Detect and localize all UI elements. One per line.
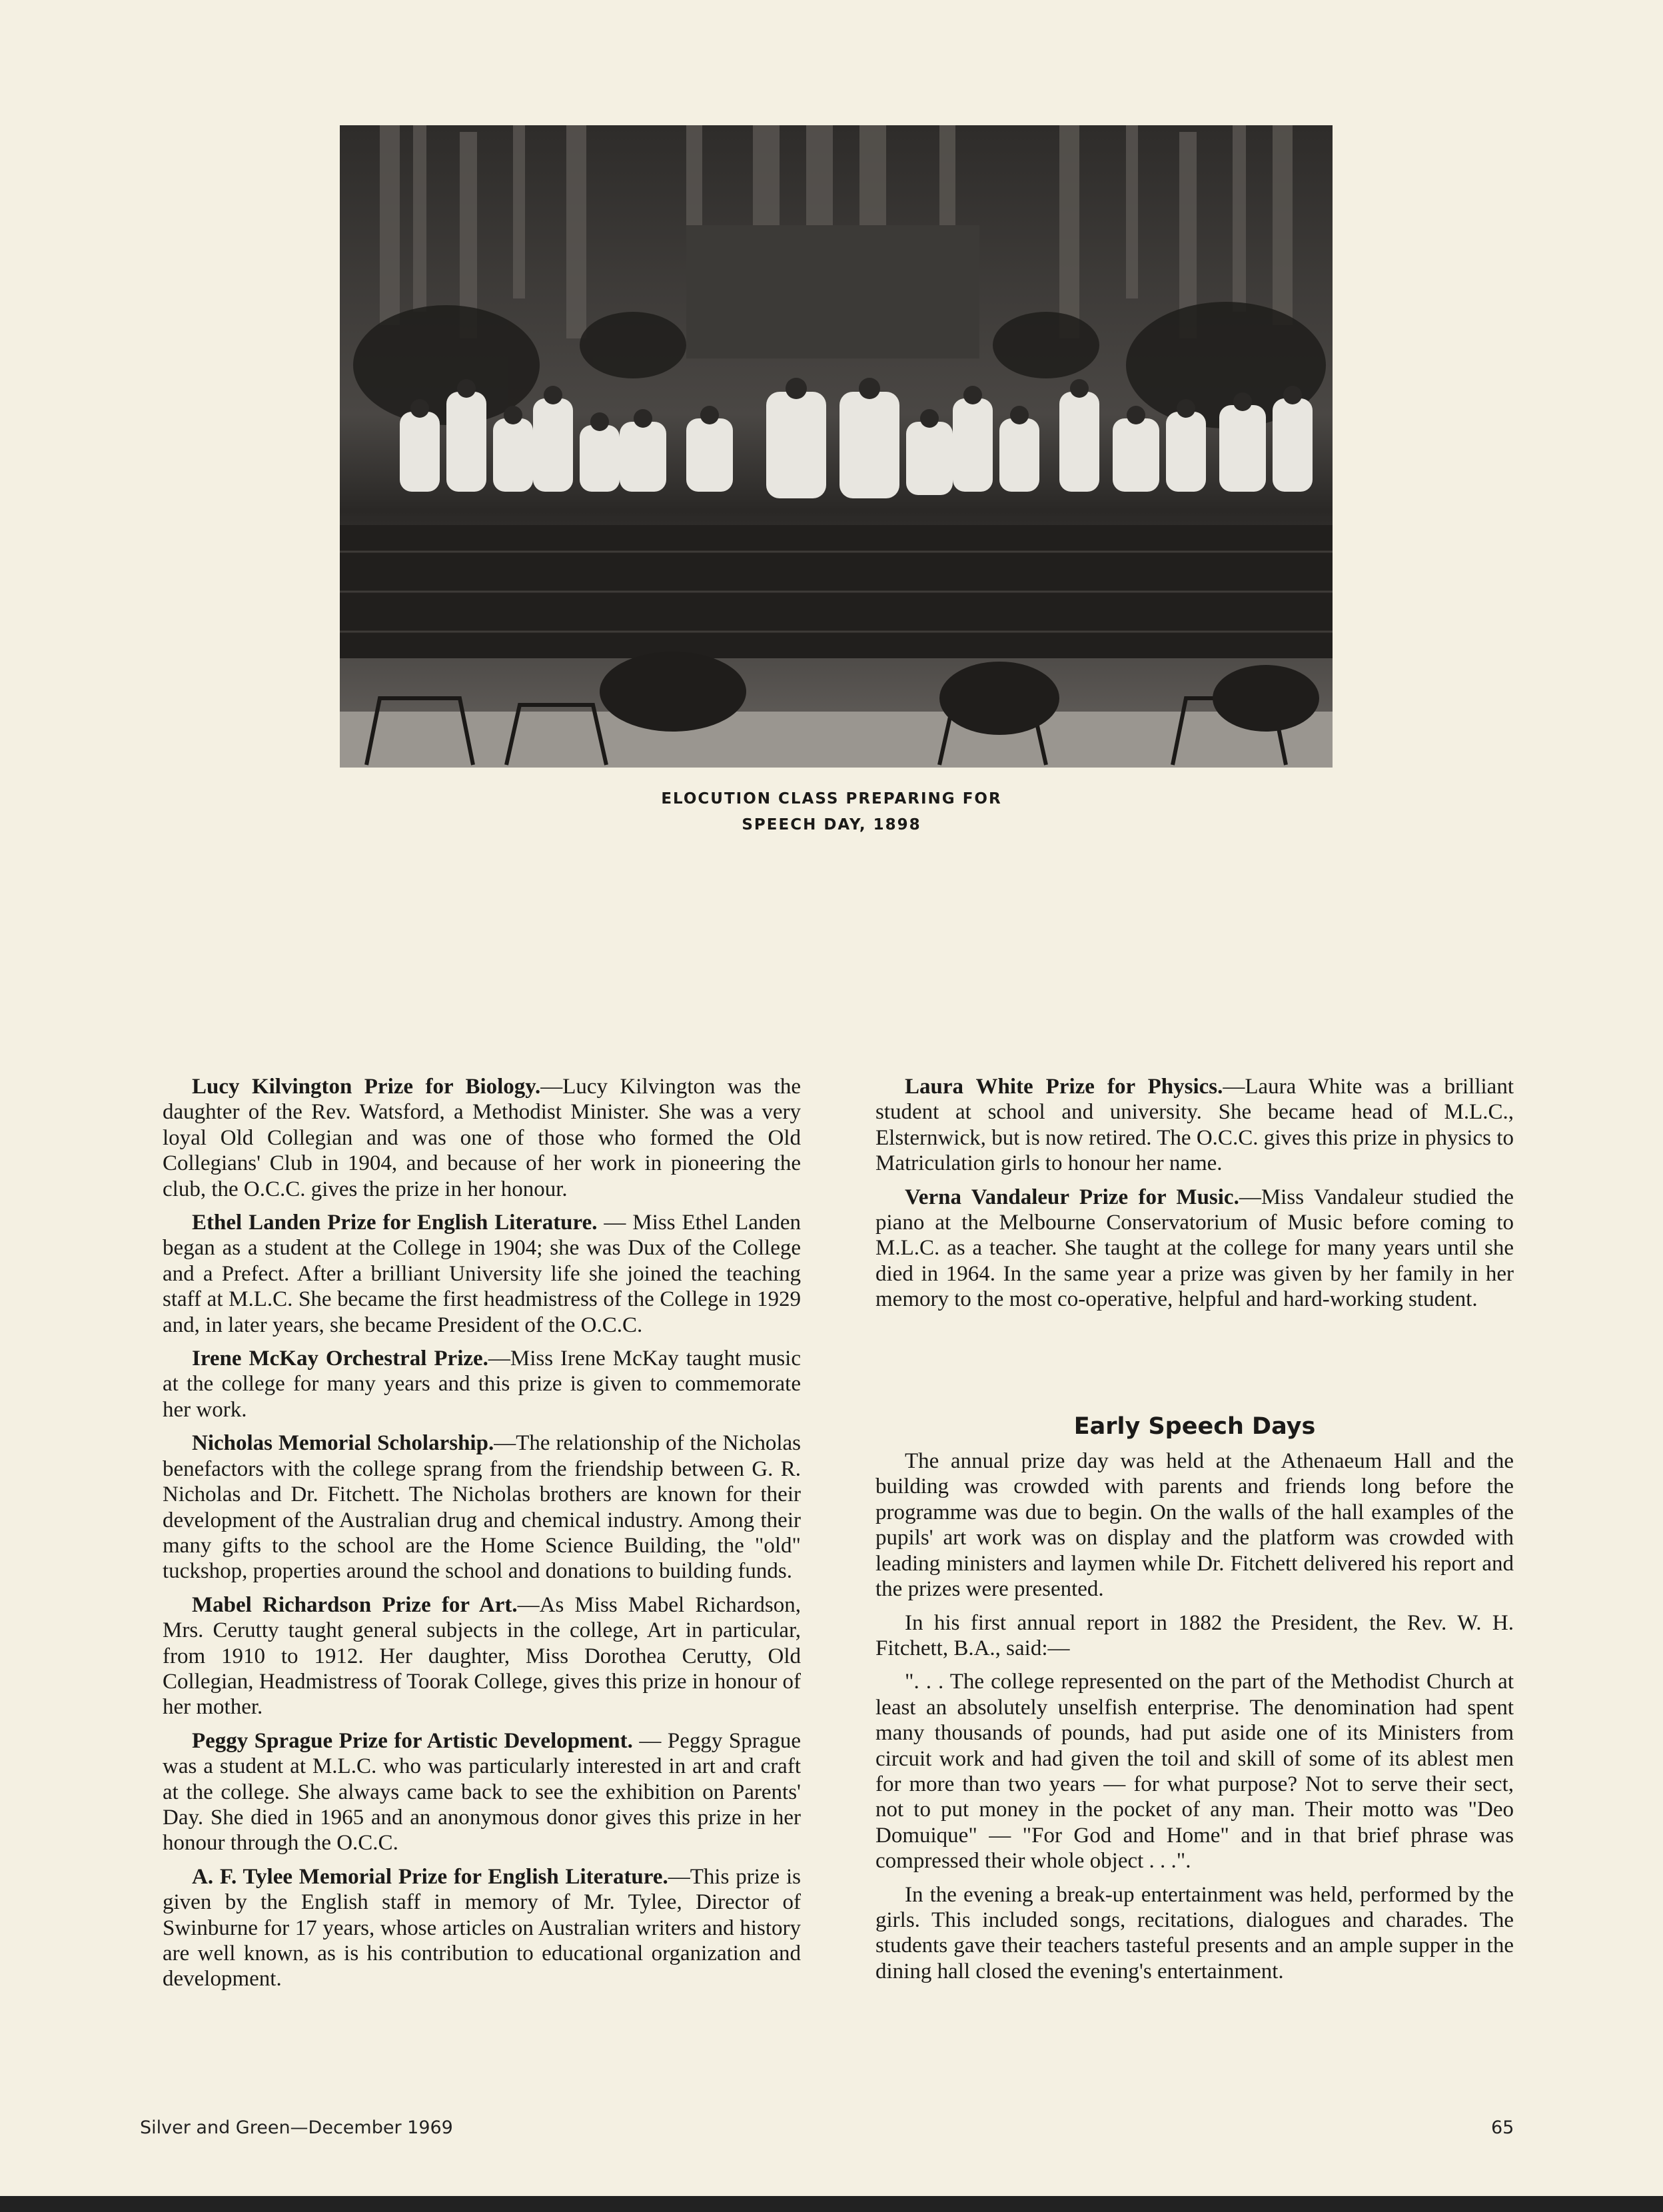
prize-entry — [875, 1074, 1514, 1177]
column-spacer — [875, 1321, 1514, 1414]
prize-body: —This prize is given by the English staff in memory of Mr. Tylee, Director of Swinburne for 17 years, whose articles on Australian writers and history are well known, as is his contribution to educational organization and development. — [163, 1864, 801, 1991]
caption-line-2: SPEECH DAY, 1898 — [742, 816, 921, 833]
caption-line-1: ELOCUTION CLASS PREPARING FOR — [661, 790, 1002, 808]
prize-title: Peggy Sprague Prize for Artistic Development. — [192, 1728, 633, 1753]
prize-title: A. F. Tylee Memorial Prize for English Literature. — [192, 1864, 668, 1889]
prize-body: — Miss Ethel Landen began as a student at the College in 1904; she was Dux of the College and a Prefect. After a brilliant University life she joined the teaching staff at M.L.C. She became the first headmistress of the College in 1929 and, in later years, she became President of the O.C.C. — [163, 1211, 802, 1337]
prize-entry — [163, 1728, 801, 1856]
prize-title: Irene McKay Orchestral Prize. — [192, 1347, 488, 1371]
prize-body: —Laura White was a brilliant student at school and university. She became head of M.L.C., Elsternwick, but is now retired. The O.C.C. gives this prize in physics to Matriculation girls to honour her name. — [875, 1075, 1514, 1176]
prize-entry — [163, 1430, 801, 1584]
prize-entry — [163, 1864, 801, 1992]
speech-days-paragraph: In the evening a break-up entertainment was held, performed by the girls. This included songs, recitations, dialogues and charades. The students gave their teachers tasteful presents and an ample supper in the dining hall closed the evening's entertainment. — [875, 1882, 1514, 1983]
prize-body: —As Miss Mabel Richardson, Mrs. Cerutty taught general subjects in the college, Art in particular, from 1910 to 1912. Her daughter, Miss Dorothea Cerutty, Old Collegian, Headmistress of Toorak College, gives this prize in honour of her mother. — [163, 1592, 802, 1720]
publication-footer: Silver and Green—December 1969 — [140, 2117, 453, 2138]
right-column — [875, 1074, 1514, 1992]
page-number: 65 — [1491, 2117, 1514, 2138]
speech-days-paragraph: The annual prize day was held at the Athenaeum Hall and the building was crowded with parents and friends long before the programme was due to begin. On the walls of the hall examples of the pupils' art work was on display and the platform was crowded with leading ministers and laymen while Dr. Fitchett delivered his report and the prizes were presented. — [875, 1449, 1514, 1602]
prize-entry — [163, 1074, 801, 1202]
scan-edge — [0, 2196, 1663, 2212]
photo-caption — [0, 786, 1663, 838]
prize-body: —The relationship of the Nicholas benefactors with the college sprang from the friendship between G. R. Nicholas and Dr. Fitchett. The Nicholas brothers are known for their development of the Australian drug and chemical industry. Among their many gifts to the school are the Home Science Building, the "old" tuckshop, properties around the school and donations to building funds. — [163, 1431, 801, 1584]
prize-body: —Miss Irene McKay taught music at the college for many years and this prize is given to commemorate her work. — [163, 1347, 801, 1422]
prize-title: Nicholas Memorial Scholarship. — [192, 1431, 494, 1456]
speech-days-paragraph: In his first annual report in 1882 the President, the Rev. W. H. Fitchett, B.A., said:— — [875, 1610, 1514, 1660]
prize-body: —Miss Vandaleur studied the piano at the Melbourne Conservatorium of Music before coming to M.L.C. as a teacher. She taught at the college for many years until she died in 1964. In the same year a prize was given by her family in her memory to the most co-operative, helpful and hard-working student. — [875, 1185, 1514, 1312]
prize-title: Lucy Kilvington Prize for Biology. — [192, 1075, 541, 1099]
elocution-class-photo — [340, 125, 1333, 768]
fitchett-quote: ". . . The college represented on the part of the Methodist Church at least an absolutely unselfish enterprise. The denomination had spent many thousands of pounds, had put aside one of its Ministers from circuit work and had given the toil and skill of some of its ablest men for more than two years — for what purpose? Not to serve their sect, not to put money in the pocket of any man. Their motto was "Deo Domuique" — "For God and Home" and in that brief phrase was compressed their whole object . . .". — [875, 1670, 1514, 1874]
prize-body: —Lucy Kilvington was the daughter of the Rev. Watsford, a Methodist Minister. She was a very loyal Old Collegian and was one of those who formed the Old Collegians' Club in 1904, and because of her work in pioneering the club, the O.C.C. gives the prize in her honour. — [163, 1075, 801, 1201]
prize-entry — [163, 1346, 801, 1422]
prize-body: — Peggy Sprague was a student at M.L.C. who was particularly interested in art and craft at the college. She always came back to see the exhibition on Parents' Day. She died in 1965 and an anonymous donor gives this prize in her honour through the O.C.C. — [163, 1728, 801, 1856]
photo-illustration — [340, 125, 1333, 768]
prize-entry — [163, 1210, 801, 1338]
prize-title: Ethel Landen Prize for English Literature. — [192, 1211, 598, 1235]
section-heading: Early Speech Days — [1073, 1412, 1316, 1440]
left-column — [163, 1074, 801, 2000]
prize-entry — [875, 1185, 1514, 1313]
prize-title: Laura White Prize for Physics. — [905, 1075, 1223, 1099]
prize-title: Mabel Richardson Prize for Art. — [192, 1592, 518, 1617]
prize-entry — [163, 1592, 801, 1720]
prize-title: Verna Vandaleur Prize for Music. — [905, 1185, 1239, 1209]
